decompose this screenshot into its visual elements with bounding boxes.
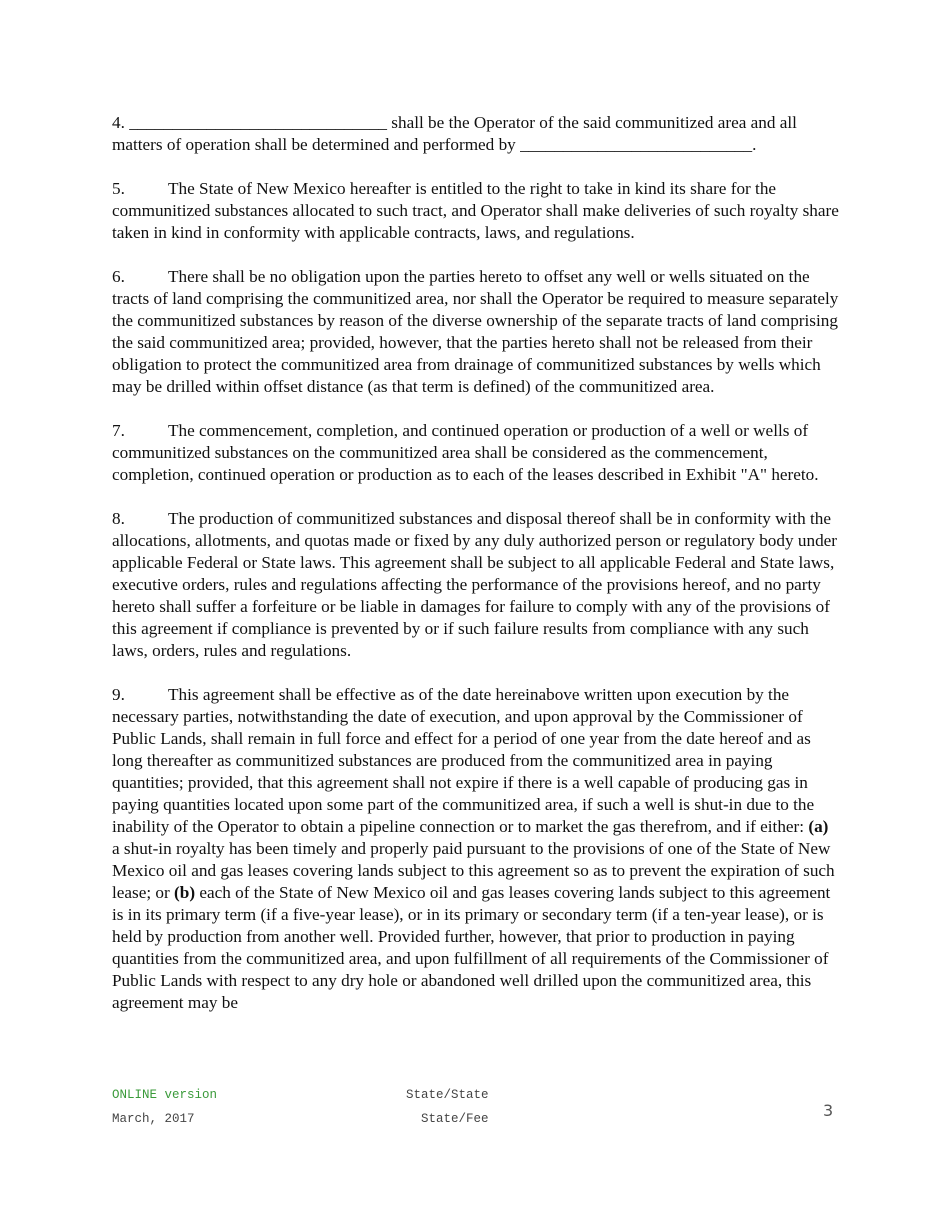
paragraph-5 (112, 178, 840, 244)
clause-label-a: (a) (808, 817, 829, 836)
paragraph-text: each of the State of New Mexico oil and gas leases covering lands subject to this agreement is in its primary term (if a five-year lease), or in its primary or secondary term (if a ten-year lease), or is held by production from another well. Provided further, however, that prior to production in paying quantities from the communitized area, and upon fulfillment of all requirements of the Commissioner of Public Lands with respect to any dry hole or abandoned well drilled upon the communitized area, this agreement may be (112, 883, 831, 1012)
paragraph-number: 6. (112, 267, 125, 286)
paragraph-text: There shall be no obligation upon the parties hereto to offset any well or wells situated on the tracts of land comprising the communitized area, nor shall the Operator be required to measure separately the communitized substances by reason of the diverse ownership of the separate tracts of land comprising the said communitized area; provided, however, that the parties hereto shall not be released from their obligation to protect the communitized area from drainage of communitized substances by wells which may be drilled within offset distance (as that term is defined) of the communitized area. (112, 267, 839, 396)
date-label: March, 2017 (112, 1112, 195, 1126)
document-body (112, 112, 840, 1036)
version-label: ONLINE version (112, 1088, 218, 1102)
paragraph-text: a shut-in royalty has been timely and properly paid pursuant to the provisions of one of the State of New Mexico oil and gas leases covering lands subject to this agreement so as to prevent the expiration of such lease; or (112, 839, 835, 902)
paragraph-number: 9. (112, 685, 125, 704)
paragraph-text: The commencement, completion, and continued operation or production of a well or wells of communitized substances on the communitized area shall be considered as the commencement, completion, continued operation or production as to each of the leases described in Exhibit "A" hereto. (112, 421, 819, 484)
operator-name-blank: ______________________________ (129, 113, 387, 132)
paragraph-text: shall be the Operator of the said communitized area and all matters of operation shall be determined and performed by (112, 113, 797, 154)
paragraph-text: The State of New Mexico hereafter is entitled to the right to take in kind its share for the communitized substances allocated to such tract, and Operator shall make deliveries of such royalty share taken in kind in conformity with applicable contracts, laws, and regulations. (112, 179, 839, 242)
paragraph-number: 8. (112, 509, 125, 528)
paragraph-number: 7. (112, 421, 125, 440)
performer-name-blank: ___________________________ (520, 135, 753, 154)
paragraph-8 (112, 508, 840, 662)
paragraph-9 (112, 684, 840, 1014)
paragraph-number: 5. (112, 179, 125, 198)
paragraph-text: This agreement shall be effective as of the date hereinabove written upon execution by the necessary parties, notwithstanding the date of execution, and upon approval by the Commissioner of Public Lands, shall remain in full force and effect for a period of one year from the date hereof and as long thereafter as communitized substances are produced from the communitized area in paying quantities; provided, that this agreement shall not expire if there is a well capable of producing gas in paying quantities located upon some part of the communitized area, if such a well is shut-in due to the inability of the Operator to obtain a pipeline connection or to market the gas therefrom, and if either: (112, 685, 815, 836)
paragraph-7 (112, 420, 840, 486)
clause-label-b: (b) (174, 883, 196, 902)
page-footer (112, 1086, 840, 1146)
paragraph-text: The production of communitized substances and disposal thereof shall be in conformity with the allocations, allotments, and quotas made or fixed by any duly authorized person or regulatory body under applicable Federal or State laws. This agreement shall be subject to all applicable Federal and State laws, executive orders, rules and regulations affecting the performance of the provisions hereof, and no party hereto shall suffer a forfeiture or be liable in damages for failure to comply with any of the provisions of this agreement if compliance is prevented by or if such failure results from compliance with any such laws, orders, rules and regulations. (112, 509, 838, 660)
paragraph-number: 4. (112, 113, 125, 132)
period: . (752, 135, 757, 154)
paragraph-4 (112, 112, 840, 156)
agreement-type-2: State/Fee (421, 1112, 489, 1126)
agreement-type-1: State/State (406, 1088, 489, 1102)
page-number: 3 (823, 1101, 834, 1120)
paragraph-6 (112, 266, 840, 398)
